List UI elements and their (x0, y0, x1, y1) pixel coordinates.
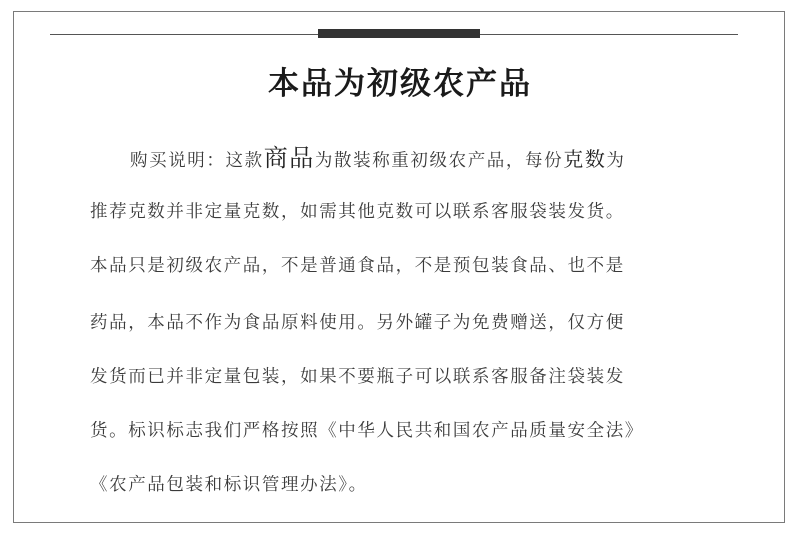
text-line-1-part-2: 为散装称重初级农产品，每份 (314, 151, 564, 171)
header-accent-bar (318, 29, 480, 38)
text-line-1 (130, 138, 720, 173)
page-title: 本品为初级农产品 (268, 66, 532, 102)
text-line-1-part-3: 为 (606, 151, 626, 171)
highlight-text-grams: 克数 (563, 147, 607, 171)
text-line-3: 本品只是初级农产品，不是普通食品，不是预包装食品、也不是 (90, 256, 625, 276)
text-line-1-part-1: 购买说明：这款 (130, 151, 264, 171)
highlight-text-goods: 商品 (263, 144, 315, 172)
text-line-7: 《农产品包装和标识管理办法》。 (90, 475, 368, 495)
text-line-6: 货。标识标志我们严格按照《中华人民共和国农产品质量安全法》 (90, 421, 644, 441)
text-line-5: 发货而已并非定量包装，如果不要瓶子可以联系客服备注袋装发 (90, 367, 625, 387)
text-line-2: 推荐克数并非定量克数，如需其他克数可以联系客服袋装发货。 (90, 202, 625, 222)
text-line-4: 药品，本品不作为食品原料使用。另外罐子为免费赠送，仅方便 (90, 313, 625, 333)
